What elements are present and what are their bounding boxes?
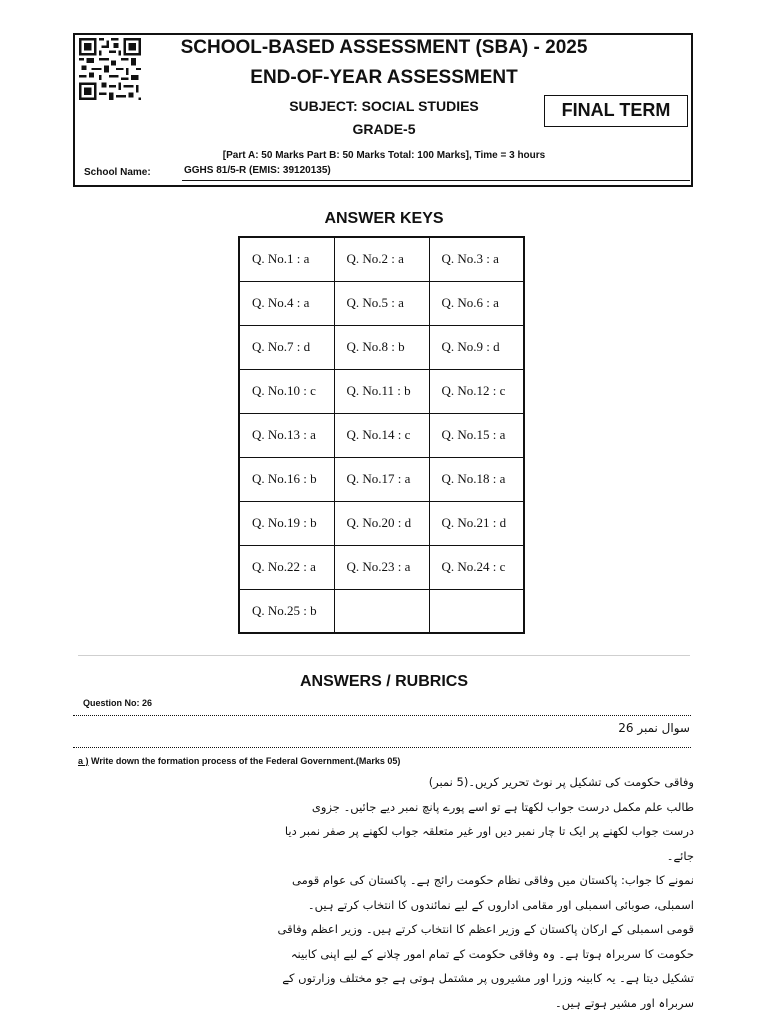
answer-key-cell: Q. No.7 : d bbox=[239, 325, 334, 369]
answer-key-cell: Q. No.2 : a bbox=[334, 237, 429, 281]
urdu-answer-rubric bbox=[277, 770, 694, 1015]
dotted-divider bbox=[73, 747, 691, 748]
answer-key-table bbox=[238, 236, 525, 634]
marks-summary: [Part A: 50 Marks Part B: 50 Marks Total: 100 Marks], Time = 3 hours bbox=[222, 150, 546, 161]
part-a-prefix: a ) bbox=[78, 756, 89, 766]
answer-key-cell: Q. No.10 : c bbox=[239, 369, 334, 413]
empty-cell bbox=[334, 589, 429, 633]
subject-label: SUBJECT: SOCIAL STUDIES bbox=[289, 98, 479, 114]
urdu-line: طالب علم مکمل درست جواب لکھتا ہے تو اسے پورے پانچ نمبر دیے جائیں۔ جزوی bbox=[311, 799, 694, 814]
question-number-label: Question No: 26 bbox=[83, 698, 153, 708]
urdu-line: وفاقی حکومت کی تشکیل پر نوٹ تحریر کریں۔(5 نمبر) bbox=[428, 775, 694, 789]
urdu-question-number: سوال نمبر 26 bbox=[618, 721, 690, 735]
urdu-line: سربراہ اور مشیر ہوتے ہیں۔ bbox=[555, 995, 694, 1010]
answer-key-cell: Q. No.11 : b bbox=[334, 369, 429, 413]
school-name-label: School Name: bbox=[84, 167, 151, 178]
answer-key-cell: Q. No.1 : a bbox=[239, 237, 334, 281]
assessment-subtitle: END-OF-YEAR ASSESSMENT bbox=[250, 67, 518, 88]
school-name-value: GGHS 81/5-R (EMIS: 39120135) bbox=[184, 165, 331, 176]
urdu-line: حکومت کا سربراہ ہوتا ہے۔ وہ وفاقی حکومت کے تمام امور چلانے کے لیے اپنی کابینہ bbox=[290, 946, 694, 961]
urdu-line: جائے۔ bbox=[666, 848, 694, 863]
urdu-line: قومی اسمبلی کے ارکان پاکستان کے وزیر اعظم کا انتخاب کرتے ہیں۔ وزیر اعظم وفاقی bbox=[277, 922, 694, 936]
answer-key-cell: Q. No.6 : a bbox=[429, 281, 524, 325]
urdu-line: درست جواب لکھنے پر ایک تا چار نمبر دیں اور غیر متعلقہ جواب لکھنے پر صفر نمبر دیا bbox=[284, 824, 694, 838]
answer-key-cell: Q. No.13 : a bbox=[239, 413, 334, 457]
section-divider bbox=[78, 655, 690, 656]
answer-key-cell: Q. No.22 : a bbox=[239, 545, 334, 589]
answer-key-cell: Q. No.24 : c bbox=[429, 545, 524, 589]
table-row bbox=[239, 413, 524, 457]
rubrics-title: ANSWERS / RUBRICS bbox=[299, 673, 468, 690]
urdu-line: تشکیل دیتا ہے۔ یہ کابینہ وزرا اور مشیروں پر مشتمل ہوتی ہے جو مختلف وزارتوں کے bbox=[282, 971, 694, 985]
part-a-question bbox=[78, 756, 400, 766]
final-term-badge: FINAL TERM bbox=[544, 95, 688, 127]
table-row bbox=[239, 325, 524, 369]
answer-key-cell: Q. No.5 : a bbox=[334, 281, 429, 325]
answer-key-cell: Q. No.8 : b bbox=[334, 325, 429, 369]
answer-key-cell: Q. No.18 : a bbox=[429, 457, 524, 501]
answer-key-cell: Q. No.20 : d bbox=[334, 501, 429, 545]
table-row bbox=[239, 501, 524, 545]
answer-key-cell: Q. No.14 : c bbox=[334, 413, 429, 457]
answer-key-cell: Q. No.4 : a bbox=[239, 281, 334, 325]
answer-key-cell: Q. No.3 : a bbox=[429, 237, 524, 281]
answer-key-cell: Q. No.15 : a bbox=[429, 413, 524, 457]
answer-key-cell: Q. No.19 : b bbox=[239, 501, 334, 545]
empty-cell bbox=[429, 589, 524, 633]
table-row bbox=[239, 237, 524, 281]
part-a-text: Write down the formation process of the Federal Government.(Marks 05) bbox=[91, 756, 401, 766]
table-row bbox=[239, 457, 524, 501]
urdu-line: نمونے کا جواب: پاکستان میں وفاقی نظام حکومت رائج ہے۔ پاکستان کی عوام قومی bbox=[292, 873, 694, 887]
table-row bbox=[239, 281, 524, 325]
urdu-line: اسمبلی، صوبائی اسمبلی اور مقامی اداروں کے لیے نمائندوں کا انتخاب کرتے ہیں۔ bbox=[307, 897, 694, 912]
dotted-divider bbox=[73, 715, 691, 716]
answer-key-cell: Q. No.16 : b bbox=[239, 457, 334, 501]
table-row bbox=[239, 589, 524, 633]
assessment-title: SCHOOL-BASED ASSESSMENT (SBA) - 2025 bbox=[180, 37, 588, 58]
school-name-underline bbox=[182, 180, 690, 181]
answer-keys-title: ANSWER KEYS bbox=[324, 210, 444, 227]
table-row bbox=[239, 545, 524, 589]
answer-key-cell: Q. No.21 : d bbox=[429, 501, 524, 545]
grade-label: GRADE-5 bbox=[352, 121, 416, 137]
answer-key-cell: Q. No.23 : a bbox=[334, 545, 429, 589]
answer-key-cell: Q. No.17 : a bbox=[334, 457, 429, 501]
answer-key-cell: Q. No.25 : b bbox=[239, 589, 334, 633]
answer-key-cell: Q. No.9 : d bbox=[429, 325, 524, 369]
answer-key-cell: Q. No.12 : c bbox=[429, 369, 524, 413]
table-row bbox=[239, 369, 524, 413]
